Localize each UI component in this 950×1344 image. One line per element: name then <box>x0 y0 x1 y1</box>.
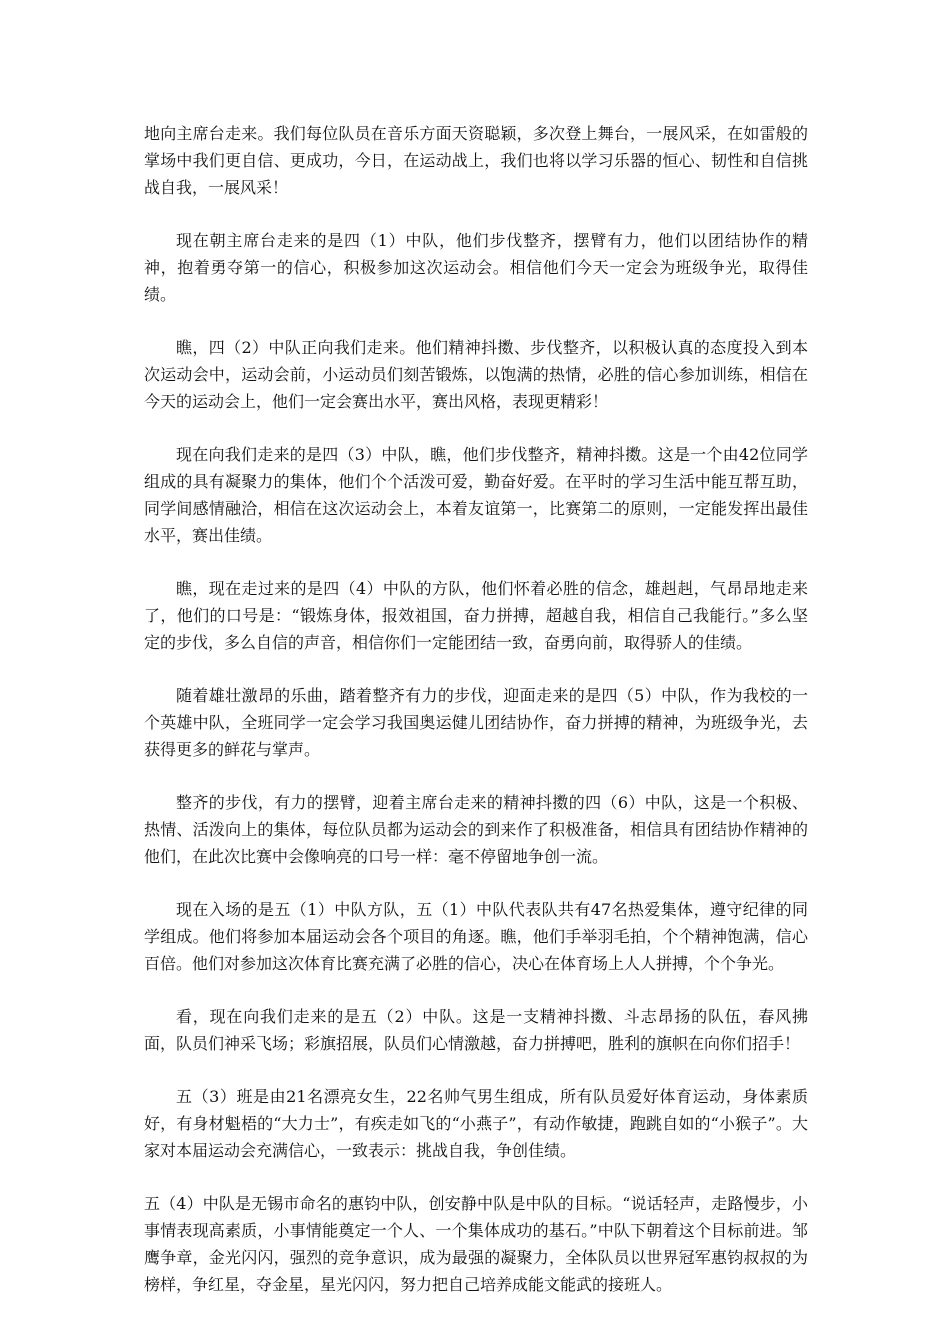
paragraph-squadron-5-1: 现在入场的是五（1）中队方队，五（1）中队代表队共有47名热爱集体，遵守纪律的同学组成。他们将参加本届运动会各个项目的角逐。瞧，他们手举羽毛拍，个个精神饱满，信心百倍。他们对参加这次体育比赛充满了必胜的信心，决心在体育场上人人拼搏，个个争光。 <box>144 900 808 973</box>
paragraph-squadron-5-2: 看，现在向我们走来的是五（2）中队。这是一支精神抖擞、斗志昂扬的队伍，春风拂面，队员们神采飞场；彩旗招展，队员们心情激越，奋力拼搏吧，胜利的旗帜在向你们招手！ <box>144 1007 808 1053</box>
paragraph-squadron-4-4: 瞧，现在走过来的是四（4）中队的方队，他们怀着必胜的信念，雄赳赳，气昂昂地走来了，他们的口号是：“锻炼身体，报效祖国，奋力拼搏，超越自我，相信自己我能行。”多么坚定的步伐，多么自信的声音，相信你们一定能团结一致，奋勇向前，取得骄人的佳绩。 <box>144 579 808 652</box>
paragraph-squadron-5-4: 五（4）中队是无锡市命名的惠钧中队，创安静中队是中队的目标。“说话轻声，走路慢步，小事情表现高素质，小事情能奠定一个人、一个集体成功的基石。”中队下朝着这个目标前进。邹鹰争章，金光闪闪，强烈的竞争意识，成为最强的凝聚力，全体队员以世界冠军惠钧叔叔的为榜样，争红星，夺金星，星光闪闪，努力把自己培养成能文能武的接班人。 <box>144 1194 808 1294</box>
paragraph-squadron-4-2: 瞧，四（2）中队正向我们走来。他们精神抖擞、步伐整齐，以积极认真的态度投入到本次运动会中，运动会前，小运动员们刻苦锻炼，以饱满的热情，必胜的信心参加训练，相信在今天的运动会上，他们一定会赛出水平，赛出风格，表现更精彩！ <box>144 338 808 411</box>
paragraph-squadron-4-6: 整齐的步伐，有力的摆臂，迎着主席台走来的精神抖擞的四（6）中队，这是一个积极、热情、活泼向上的集体，每位队员都为运动会的到来作了积极准备，相信具有团结协作精神的他们，在此次比赛中会像响亮的口号一样：毫不停留地争创一流。 <box>144 793 808 866</box>
paragraph-squadron-4-5: 随着雄壮激昂的乐曲，踏着整齐有力的步伐，迎面走来的是四（5）中队，作为我校的一个英雄中队，全班同学一定会学习我国奥运健儿团结协作，奋力拼搏的精神，为班级争光，去获得更多的鲜花与掌声。 <box>144 686 808 759</box>
paragraph-squadron-4-1: 现在朝主席台走来的是四（1）中队，他们步伐整齐，摆臂有力，他们以团结协作的精神，抱着勇夺第一的信心，积极参加这次运动会。相信他们今天一定会为班级争光，取得佳绩。 <box>144 231 808 304</box>
paragraph-class-5-3: 五（3）班是由21名漂亮女生，22名帅气男生组成，所有队员爱好体育运动，身体素质好，有身材魁梧的“大力士”，有疾走如飞的“小燕子”，有动作敏捷，跑跳自如的“小猴子”。大家对本届运动会充满信心，一致表示：挑战自我，争创佳绩。 <box>144 1087 808 1160</box>
paragraph-continuation: 地向主席台走来。我们每位队员在音乐方面天资聪颖，多次登上舞台，一展风采，在如雷般的掌场中我们更自信、更成功，今日，在运动战上，我们也将以学习乐器的恒心、韧性和自信挑战自我，一展风采！ <box>144 124 808 197</box>
document-page <box>144 120 808 1324</box>
paragraph-squadron-4-3: 现在向我们走来的是四（3）中队，瞧，他们步伐整齐，精神抖擞。这是一个由42位同学组成的具有凝聚力的集体，他们个个活泼可爱，勤奋好爱。在平时的学习生活中能互帮互助，同学间感情融洽，相信在这次运动会上，本着友谊第一，比赛第二的原则，一定能发挥出最佳水平，赛出佳绩。 <box>144 445 808 545</box>
